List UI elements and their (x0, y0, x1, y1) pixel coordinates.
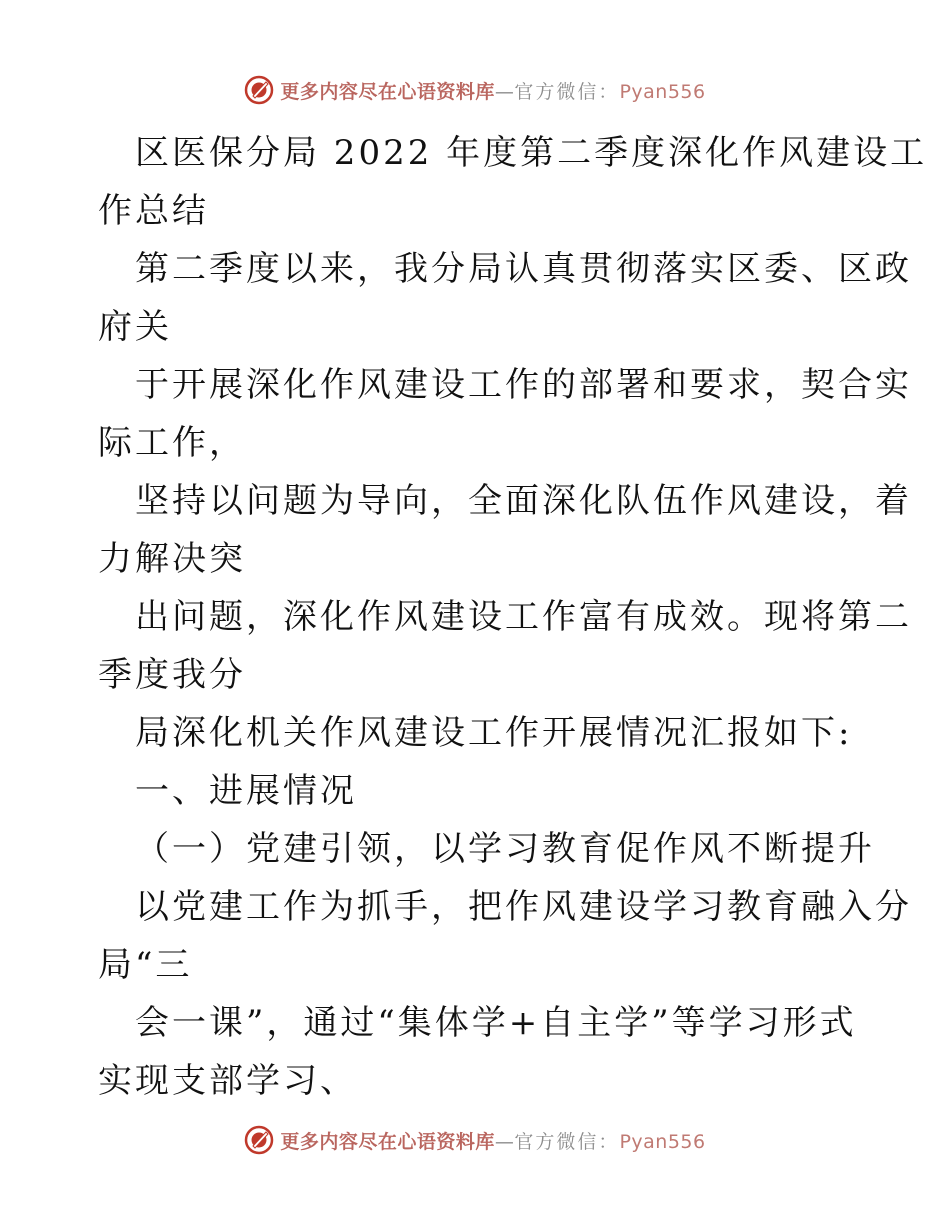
doc-title-line-1: 区医保分局 2022 年度第二季度深化作风建设工 (135, 133, 928, 173)
doc-line: 季度我分 (98, 655, 246, 695)
doc-title-line-2: 作总结 (98, 191, 209, 231)
doc-line: 以党建工作为抓手，把作风建设学习教育融入分 (135, 887, 912, 927)
doc-line: 第二季度以来，我分局认真贯彻落实区委、区政 (135, 249, 912, 289)
doc-line: 力解决突 (98, 539, 246, 579)
doc-line: 局“三 (98, 945, 193, 985)
doc-line: 会一课”，通过“集体学+自主学”等学习形式 (135, 1003, 857, 1043)
banner-wechat-id: Pyan556 (619, 1130, 706, 1153)
banner-label: 官方微信： (514, 80, 620, 103)
doc-line: 际工作， (98, 423, 246, 463)
doc-line: 府关 (98, 307, 172, 347)
banner-label: 官方微信： (514, 1130, 620, 1153)
doc-line: 于开展深化作风建设工作的部署和要求，契合实 (135, 365, 912, 405)
doc-line: 局深化机关作风建设工作开展情况汇报如下: (135, 713, 853, 753)
banner-main-text: 更多内容尽在心语资料库 (280, 80, 495, 103)
banner-text (280, 77, 705, 104)
brand-logo-icon (244, 1125, 274, 1155)
footer-banner (0, 1120, 950, 1160)
doc-line: 出问题，深化作风建设工作富有成效。现将第二 (135, 597, 912, 637)
header-banner (0, 70, 950, 110)
banner-dash: — (494, 80, 515, 103)
banner-main-text: 更多内容尽在心语资料库 (280, 1130, 495, 1153)
banner-dash: — (494, 1130, 515, 1153)
banner-wechat-id: Pyan556 (619, 80, 706, 103)
doc-line: 坚持以问题为导向，全面深化队伍作风建设，着 (135, 481, 912, 521)
brand-logo-icon (244, 75, 274, 105)
section-heading: 一、进展情况 (135, 771, 357, 811)
document-body (98, 124, 928, 1110)
banner-text (280, 1127, 705, 1154)
doc-line: 实现支部学习、 (98, 1061, 357, 1101)
subsection-heading: （一）党建引领，以学习教育促作风不断提升 (135, 829, 875, 869)
